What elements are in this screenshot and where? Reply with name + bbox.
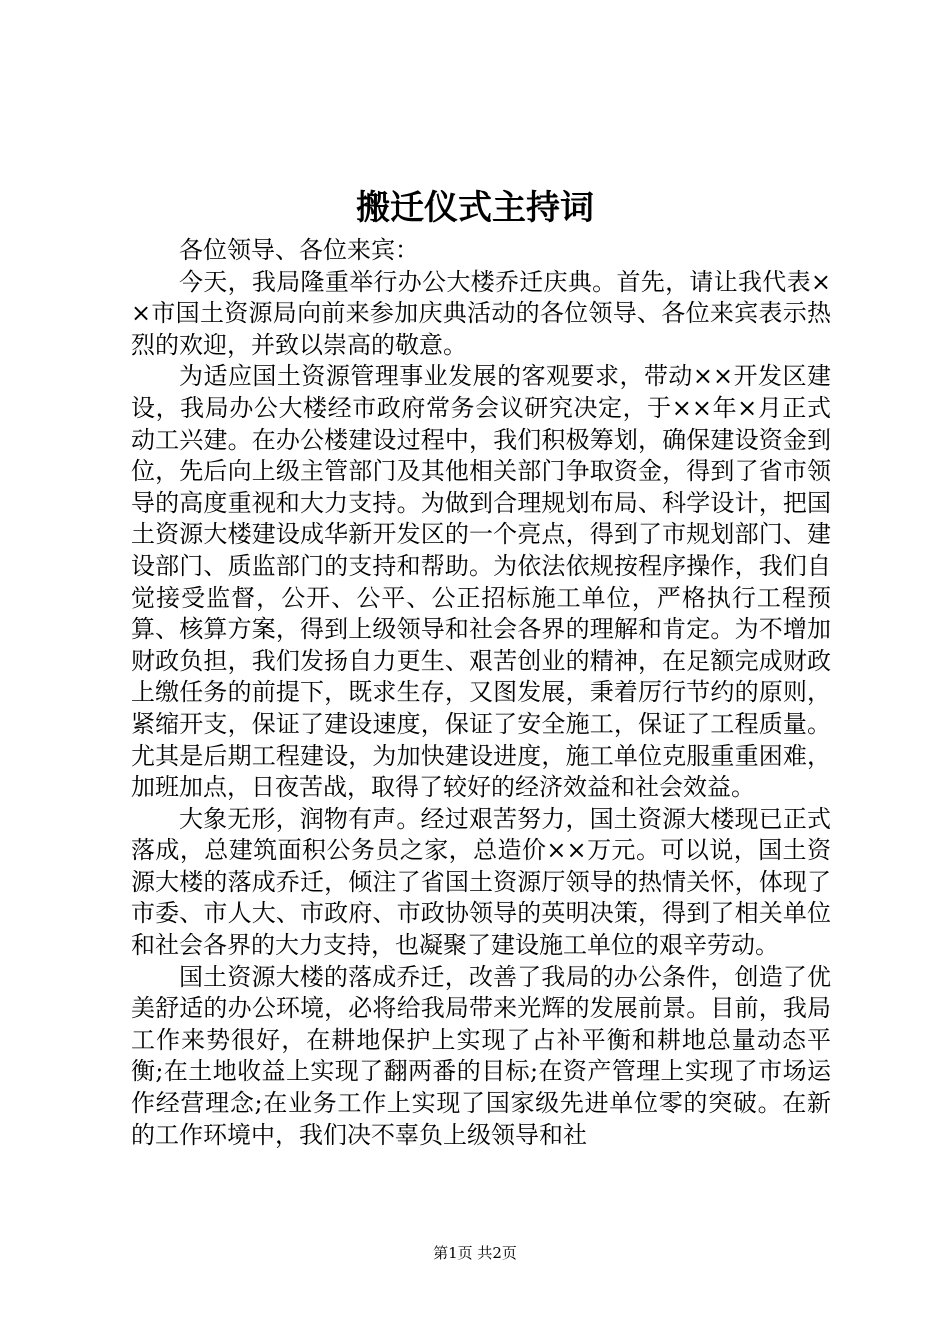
paragraph-construction: 为适应国土资源管理事业发展的客观要求，带动××开发区建设，我局办公大楼经市政府常务会议研究决定，于××年×月正式动工兴建。在办公楼建设过程中，我们积极筹划，确保建设资金到位，先后向上级主管部门及其他相关部门争取资金，得到了省市领导的高度重视和大力支持。为做到合理规划布局、科学设计，把国土资源大楼建设成华新开发区的一个亮点，得到了市规划部门、建设部门、质监部门的支持和帮助。为依法依规按程序操作，我们自觉接受监督，公开、公平、公正招标施工单位，严格执行工程预算、核算方案，得到上级领导和社会各界的理解和肯定。为不增加财政负担，我们发扬自力更生、艰苦创业的精神，在足额完成财政上缴任务的前提下，既求生存，又图发展，秉着厉行节约的原则，紧缩开支，保证了建设速度，保证了安全施工，保证了工程质量。尤其是后期工程建设，为加快建设进度，施工单位克服重重困难，加班加点，日夜苦战，取得了较好的经济效益和社会效益。	[131, 362, 831, 802]
paragraph-opening: 今天，我局隆重举行办公大楼乔迁庆典。首先，请让我代表××市国土资源局向前来参加庆典活动的各位领导、各位来宾表示热烈的欢迎，并致以崇高的敬意。	[131, 267, 831, 359]
paragraph-completion: 大象无形，润物有声。经过艰苦努力，国土资源大楼现已正式落成，总建筑面积公务员之家，总造价××万元。可以说，国土资源大楼的落成乔迁，倾注了省国土资源厅领导的热情关怀，体现了市委、市人大、市政府、市政协领导的英明决策，得到了相关单位和社会各界的大力支持，也凝聚了建设施工单位的艰辛劳动。	[131, 804, 831, 960]
page-number-footer: 第1页 共2页	[433, 1244, 517, 1262]
paragraph-prospects: 国土资源大楼的落成乔迁，改善了我局的办公条件，创造了优美舒适的办公环境，必将给我局带来光辉的发展前景。目前，我局工作来势很好，在耕地保护上实现了占补平衡和耕地总量动态平衡;在土地收益上实现了翻两番的目标;在资产管理上实现了市场运作经营理念;在业务工作上实现了国家级先进单位零的突破。在新的工作环境中，我们决不辜负上级领导和社	[131, 962, 831, 1149]
document-title: 搬迁仪式主持词	[356, 188, 594, 228]
document-body	[131, 235, 831, 1151]
paragraph-salutation: 各位领导、各位来宾：	[179, 236, 419, 264]
